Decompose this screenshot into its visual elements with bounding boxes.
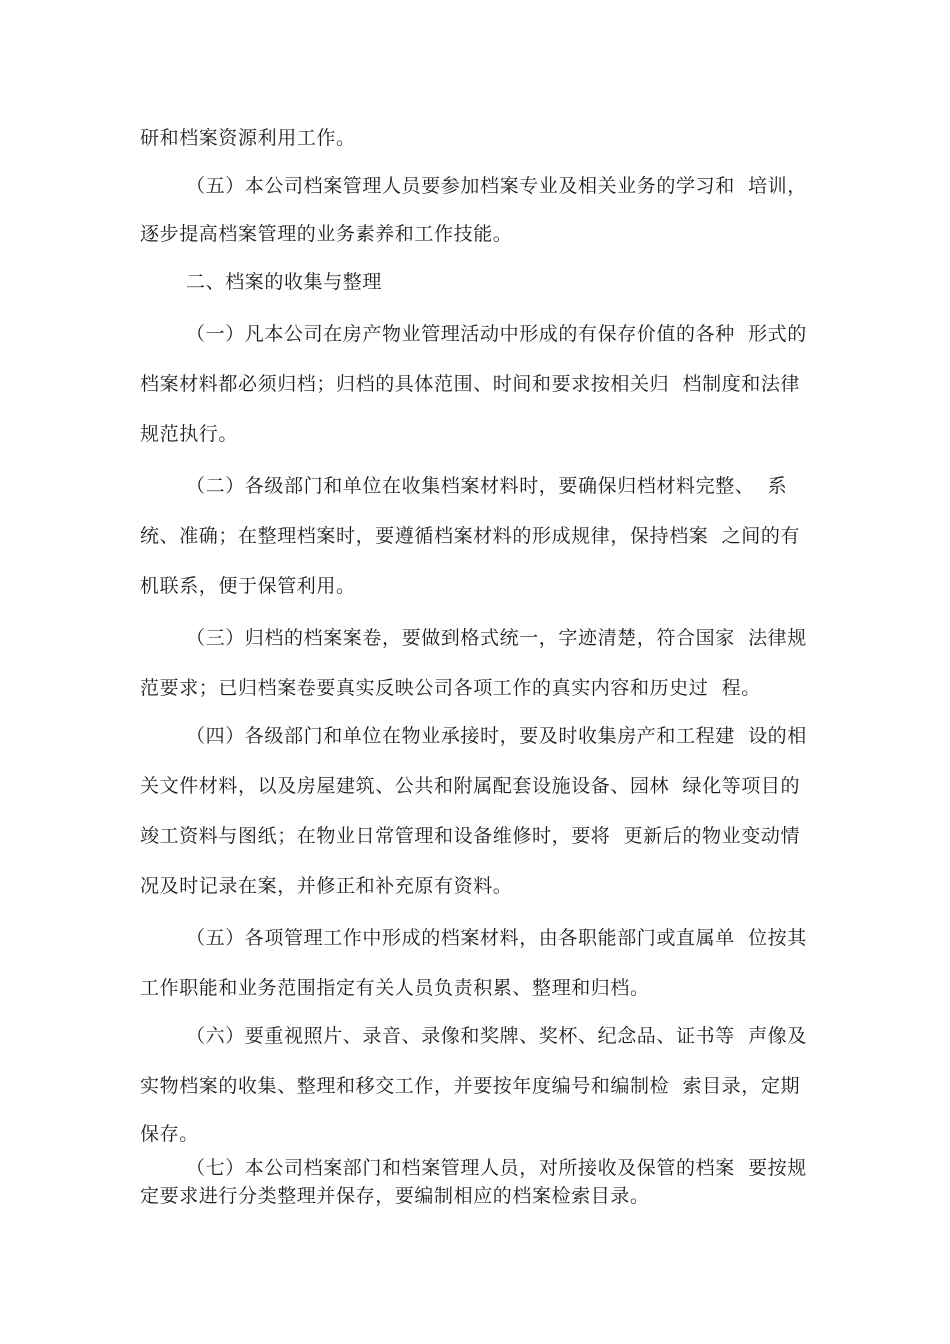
text-line: 实物档案的收集、整理和移交工作，并要按年度编号和编制检 索目录，定期 <box>140 1075 801 1097</box>
text-line: 保存。 <box>140 1123 199 1145</box>
paragraph-heading-1: （一）凡本公司在房产物业管理活动中形成的有保存价值的各种 形式的 <box>186 323 807 345</box>
section-heading: 二、档案的收集与整理 <box>186 271 383 293</box>
paragraph-heading-3: （三）归档的档案案卷，要做到格式统一，字迹清楚，符合国家 法律规 <box>186 627 807 649</box>
paragraph-heading-7: （七）本公司档案部门和档案管理人员，对所接收及保管的档案 要按规 <box>186 1157 807 1179</box>
paragraph-heading-5: （五）本公司档案管理人员要参加档案专业及相关业务的学习和 培训， <box>186 175 807 197</box>
text-line: 逐步提高档案管理的业务素养和工作技能。 <box>140 223 513 245</box>
text-line: 竣工资料与图纸；在物业日常管理和设备维修时，要将 更新后的物业变动情 <box>140 825 801 847</box>
paragraph-heading-4: （四）各级部门和单位在物业承接时，要及时收集房产和工程建 设的相 <box>186 725 807 747</box>
text-line: 范要求；已归档案卷要真实反映公司各项工作的真实内容和历史过 程。 <box>140 677 761 699</box>
text-line: 关文件材料，以及房屋建筑、公共和附属配套设施设备、园林 绿化等项目的 <box>140 775 801 797</box>
text-line: 机联系，便于保管利用。 <box>140 575 356 597</box>
text-line: 况及时记录在案，并修正和补充原有资料。 <box>140 875 513 897</box>
text-line: 统、准确；在整理档案时，要遵循档案材料的形成规律，保持档案 之间的有 <box>140 525 801 547</box>
paragraph-heading-5b: （五）各项管理工作中形成的档案材料，由各职能部门或直属单 位按其 <box>186 927 807 949</box>
text-line: 工作职能和业务范围指定有关人员负责积累、整理和归档。 <box>140 977 650 999</box>
paragraph-heading-2: （二）各级部门和单位在收集档案材料时，要确保归档材料完整、 系 <box>186 475 788 497</box>
text-line: 档案材料都必须归档；归档的具体范围、时间和要求按相关归 档制度和法律 <box>140 373 801 395</box>
text-line: 定要求进行分类整理并保存，要编制相应的档案检索目录。 <box>140 1185 650 1207</box>
text-line: 研和档案资源利用工作。 <box>140 127 356 149</box>
text-line: 规范执行。 <box>140 423 239 445</box>
paragraph-heading-6: （六）要重视照片、录音、录像和奖牌、奖杯、纪念品、证书等 声像及 <box>186 1025 807 1047</box>
